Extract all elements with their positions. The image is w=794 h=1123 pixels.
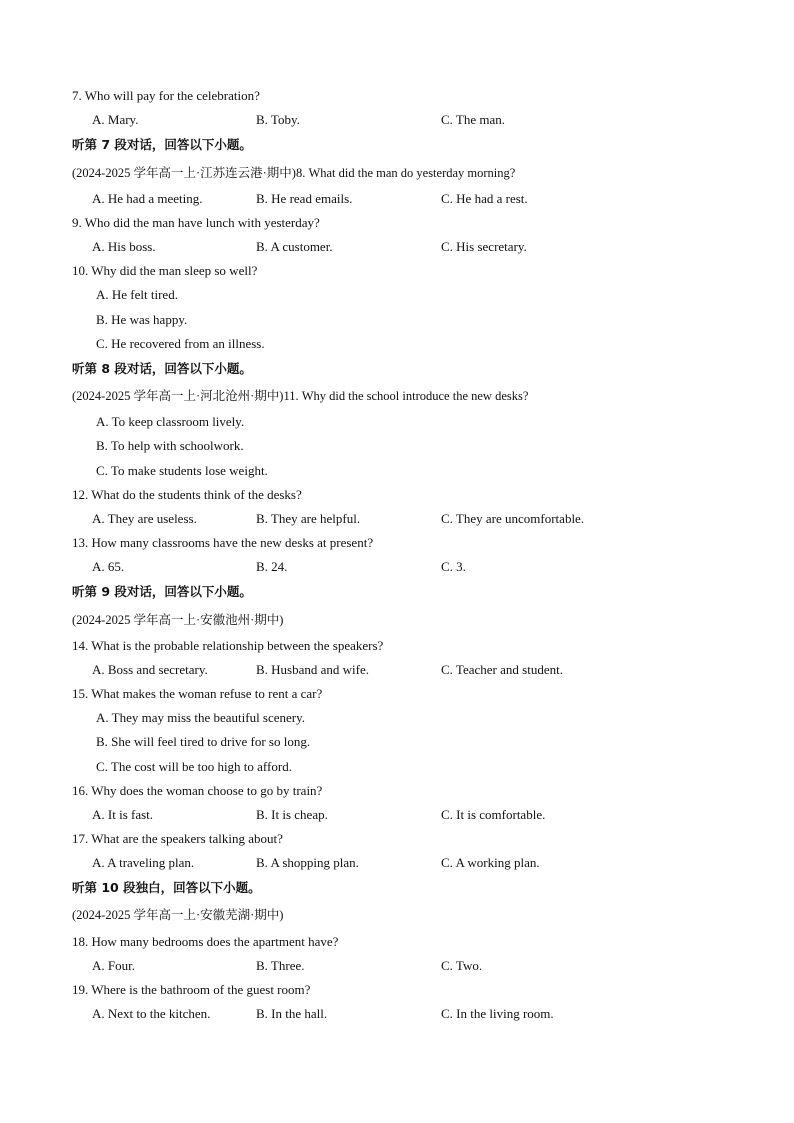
option-c: C. He had a rest. xyxy=(441,191,528,206)
option-b: B. A customer. xyxy=(256,239,333,254)
option-line: C. The cost will be too high to afford. xyxy=(96,759,292,774)
option-a: A. He had a meeting. xyxy=(92,191,203,206)
section-header: 听第 7 段对话，回答以下小题。 xyxy=(72,137,252,152)
question-line: 16. Why does the woman choose to go by train? xyxy=(72,783,323,798)
question-line: 19. Where is the bathroom of the guest room? xyxy=(72,982,311,997)
option-c: C. Teacher and student. xyxy=(441,662,563,677)
option-b: B. Husband and wife. xyxy=(256,662,370,677)
option-a: A. It is fast. xyxy=(92,807,154,822)
option-b: B. 24. xyxy=(256,559,288,574)
option-line: B. He was happy. xyxy=(96,312,188,327)
source-question-line: (2024-2025 学年高一上·江苏连云港·期中)8. What did the man do yesterday morning? xyxy=(72,166,516,180)
question-line: 9. Who did the man have lunch with yesterday? xyxy=(72,215,320,230)
option-c: C. His secretary. xyxy=(441,239,527,254)
source-question-line: (2024-2025 学年高一上·安徽芜湖·期中) xyxy=(72,908,284,922)
question-line: 14. What is the probable relationship between the speakers? xyxy=(72,638,384,653)
option-b: B. Three. xyxy=(256,958,305,973)
option-line: B. To help with schoolwork. xyxy=(96,438,244,453)
option-a: A. His boss. xyxy=(92,239,156,254)
option-c: C. It is comfortable. xyxy=(441,807,546,822)
section-header: 听第 10 段独白，回答以下小题。 xyxy=(72,880,261,895)
section-header: 听第 9 段对话，回答以下小题。 xyxy=(72,584,252,599)
option-b: B. He read emails. xyxy=(256,191,353,206)
question-line: 12. What do the students think of the desks? xyxy=(72,487,302,502)
option-line: A. To keep classroom lively. xyxy=(96,414,245,429)
option-c: C. They are uncomfortable. xyxy=(441,511,585,526)
option-line: B. She will feel tired to drive for so long. xyxy=(96,734,311,749)
source-question-line: (2024-2025 学年高一上·安徽池州·期中) xyxy=(72,613,284,627)
option-a: A. Four. xyxy=(92,958,135,973)
option-line: C. To make students lose weight. xyxy=(96,463,268,478)
option-a: A. A traveling plan. xyxy=(92,855,195,870)
option-a: A. 65. xyxy=(92,559,125,574)
option-b: B. In the hall. xyxy=(256,1006,328,1021)
option-b: B. A shopping plan. xyxy=(256,855,359,870)
option-b: B. They are helpful. xyxy=(256,511,361,526)
section-header: 听第 8 段对话，回答以下小题。 xyxy=(72,361,252,376)
question-line: 18. How many bedrooms does the apartment have? xyxy=(72,934,339,949)
source-question-line: (2024-2025 学年高一上·河北沧州·期中)11. Why did the school introduce the new desks? xyxy=(72,389,529,403)
option-c: C. Two. xyxy=(441,958,483,973)
option-c: C. A working plan. xyxy=(441,855,540,870)
option-line: C. He recovered from an illness. xyxy=(96,336,265,351)
option-line: A. He felt tired. xyxy=(96,287,178,302)
option-c: C. The man. xyxy=(441,112,506,127)
question-line: 7. Who will pay for the celebration? xyxy=(72,88,260,103)
question-line: 13. How many classrooms have the new desks at present? xyxy=(72,535,374,550)
option-b: B. It is cheap. xyxy=(256,807,328,822)
option-b: B. Toby. xyxy=(256,112,300,127)
question-line: 10. Why did the man sleep so well? xyxy=(72,263,258,278)
option-c: C. 3. xyxy=(441,559,466,574)
option-a: A. Next to the kitchen. xyxy=(92,1006,211,1021)
option-a: A. Boss and secretary. xyxy=(92,662,208,677)
option-c: C. In the living room. xyxy=(441,1006,554,1021)
question-line: 17. What are the speakers talking about? xyxy=(72,831,283,846)
question-line: 15. What makes the woman refuse to rent a car? xyxy=(72,686,323,701)
option-a: A. They are useless. xyxy=(92,511,197,526)
option-line: A. They may miss the beautiful scenery. xyxy=(96,710,306,725)
option-a: A. Mary. xyxy=(92,112,139,127)
